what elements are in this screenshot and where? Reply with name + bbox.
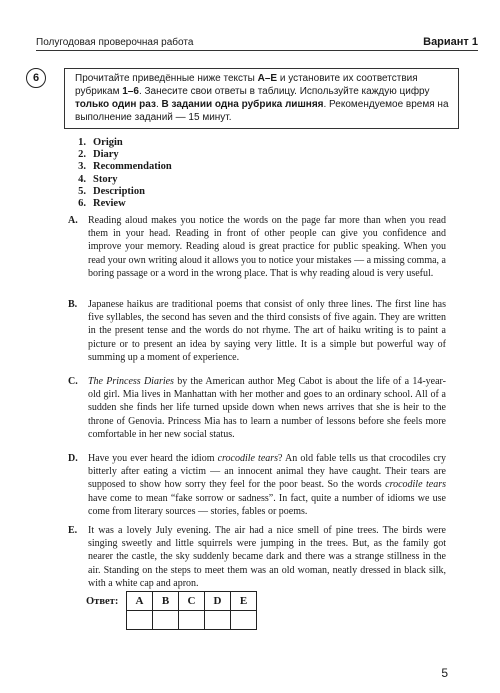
text-body [88, 375, 446, 441]
answer-col-header: C [179, 592, 205, 611]
text-d [68, 452, 448, 518]
page-header [36, 32, 478, 51]
answer-label: Ответ: [86, 596, 119, 607]
rubric-number: 6. [78, 198, 86, 210]
text-body-rest: by the American author Meg Cabot is about the life of a 14-year-old girl. Mia lives in Manhattan with her mother and goes to an ordinary school. All of a sudden she finds her life turned upside down when news arrives that she is heir to the throne of Genovia. Princess Mia has to learn a number of lessons before she feels more comfortable in her new social status. [88, 376, 446, 440]
text-body [88, 452, 446, 518]
answer-cell-c[interactable] [179, 611, 205, 630]
answer-header-row [127, 592, 257, 611]
rubric-number: 5. [78, 185, 86, 197]
instruction-range: A–E [257, 73, 278, 84]
text-e [68, 524, 448, 590]
answer-table [126, 591, 257, 630]
rubric-item [68, 186, 172, 198]
answer-col-header: B [153, 592, 179, 611]
rubric-label: Recommendation [93, 161, 172, 173]
text-fragment: ? An old fable tells us that crocodiles cry bitterly after eating a victim — an innocent animal they have caught. Their tears are supposed to show how sorry they feel for the poor beast. So the words [88, 453, 446, 491]
text-letter: A. [68, 215, 78, 226]
rubric-list [68, 137, 172, 210]
book-title: The Princess Diaries [88, 376, 174, 387]
task-number-badge: 6 [26, 68, 46, 88]
header-title: Полугодовая проверочная работа [36, 37, 194, 48]
text-fragment: Have you ever heard the idiom [88, 453, 218, 464]
answer-col-header: A [127, 592, 153, 611]
rubric-item [68, 137, 172, 149]
answer-cell-d[interactable] [205, 611, 231, 630]
answer-cell-b[interactable] [153, 611, 179, 630]
instruction-emphasis: только один раз [75, 99, 156, 110]
idiom: crocodile tears [217, 453, 279, 464]
text-letter: B. [68, 299, 78, 310]
rubric-number: 4. [78, 173, 86, 185]
text-b [68, 298, 448, 364]
answer-col-header: D [205, 592, 231, 611]
variant-label: Вариант 1 [423, 36, 478, 48]
answer-col-header: E [231, 592, 257, 611]
instruction-text: Прочитайте приведённые ниже тексты [75, 73, 258, 84]
rubric-label: Origin [93, 137, 123, 148]
answer-input-row [127, 611, 257, 630]
instruction-text: . Рекомендуемое время на выполнение заданий — 15 минут. [75, 99, 449, 123]
rubric-item [68, 174, 172, 186]
text-body: Reading aloud makes you notice the words on the page far more than when you read them in your head. Reading in front of other people can give you confidence and improve your memory. Reading aloud is great practice for public speaking. When you read your own writing aloud it allows you to notice your mistakes — a missing comma, a boring passage or a word in the wrong place. That is why reading aloud is very useful. [88, 215, 446, 279]
rubric-label: Story [93, 173, 118, 185]
task-instructions [64, 68, 459, 129]
idiom: crocodile tears [385, 479, 446, 491]
page-number: 5 [441, 666, 448, 680]
text-body: Japanese haikus are traditional poems that consist of only three lines. The first line has five syllables, the second has seven and the third consists of five again. They are written in the present tense and the words do not rhyme. The art of haiku writing is to paint a picture or to present an idea by saying very little. It is a simple but powerful way of summing up a moment of experience. [88, 299, 446, 363]
instruction-text: и установите их соответствия рубрикам [75, 73, 418, 97]
text-fragment: have come to mean “fake sorrow or sadness”. In fact, quite a number of idioms we use come from literary sources — stories, fables or poems. [88, 492, 446, 517]
instruction-text: . Занесите свои ответы в таблицу. Используйте каждую цифру [138, 86, 430, 97]
rubric-item [68, 161, 172, 173]
rubric-number: 3. [78, 161, 86, 173]
rubric-item [68, 149, 172, 161]
instruction-text: . [155, 99, 162, 110]
answer-cell-e[interactable] [231, 611, 257, 630]
text-body: It was a lovely July evening. The air had a nice smell of pine trees. The birds were singing sweetly and little squirrels were jumping in the trees. But, as the family got nearer the castle, the sky suddenly became dark and there was a strange stillness in the air. Standing on the steps to meet them was an old woman, neatly dressed in black silk, with a white cap and apron. [88, 525, 446, 589]
answer-cell-a[interactable] [127, 611, 153, 630]
text-a [68, 214, 448, 280]
text-letter: E. [68, 525, 78, 536]
rubric-number: 1. [78, 137, 86, 148]
rubric-label: Description [93, 185, 145, 197]
rubric-label: Review [93, 198, 126, 210]
instruction-rubric-range: 1–6 [122, 86, 139, 97]
rubric-number: 2. [78, 149, 86, 161]
text-c [68, 375, 448, 441]
text-letter: D. [68, 453, 78, 464]
rubric-item [68, 198, 172, 210]
text-letter: C. [68, 376, 78, 387]
instruction-emphasis: В задании одна рубрика лишняя [161, 99, 324, 110]
rubric-label: Diary [93, 149, 119, 161]
